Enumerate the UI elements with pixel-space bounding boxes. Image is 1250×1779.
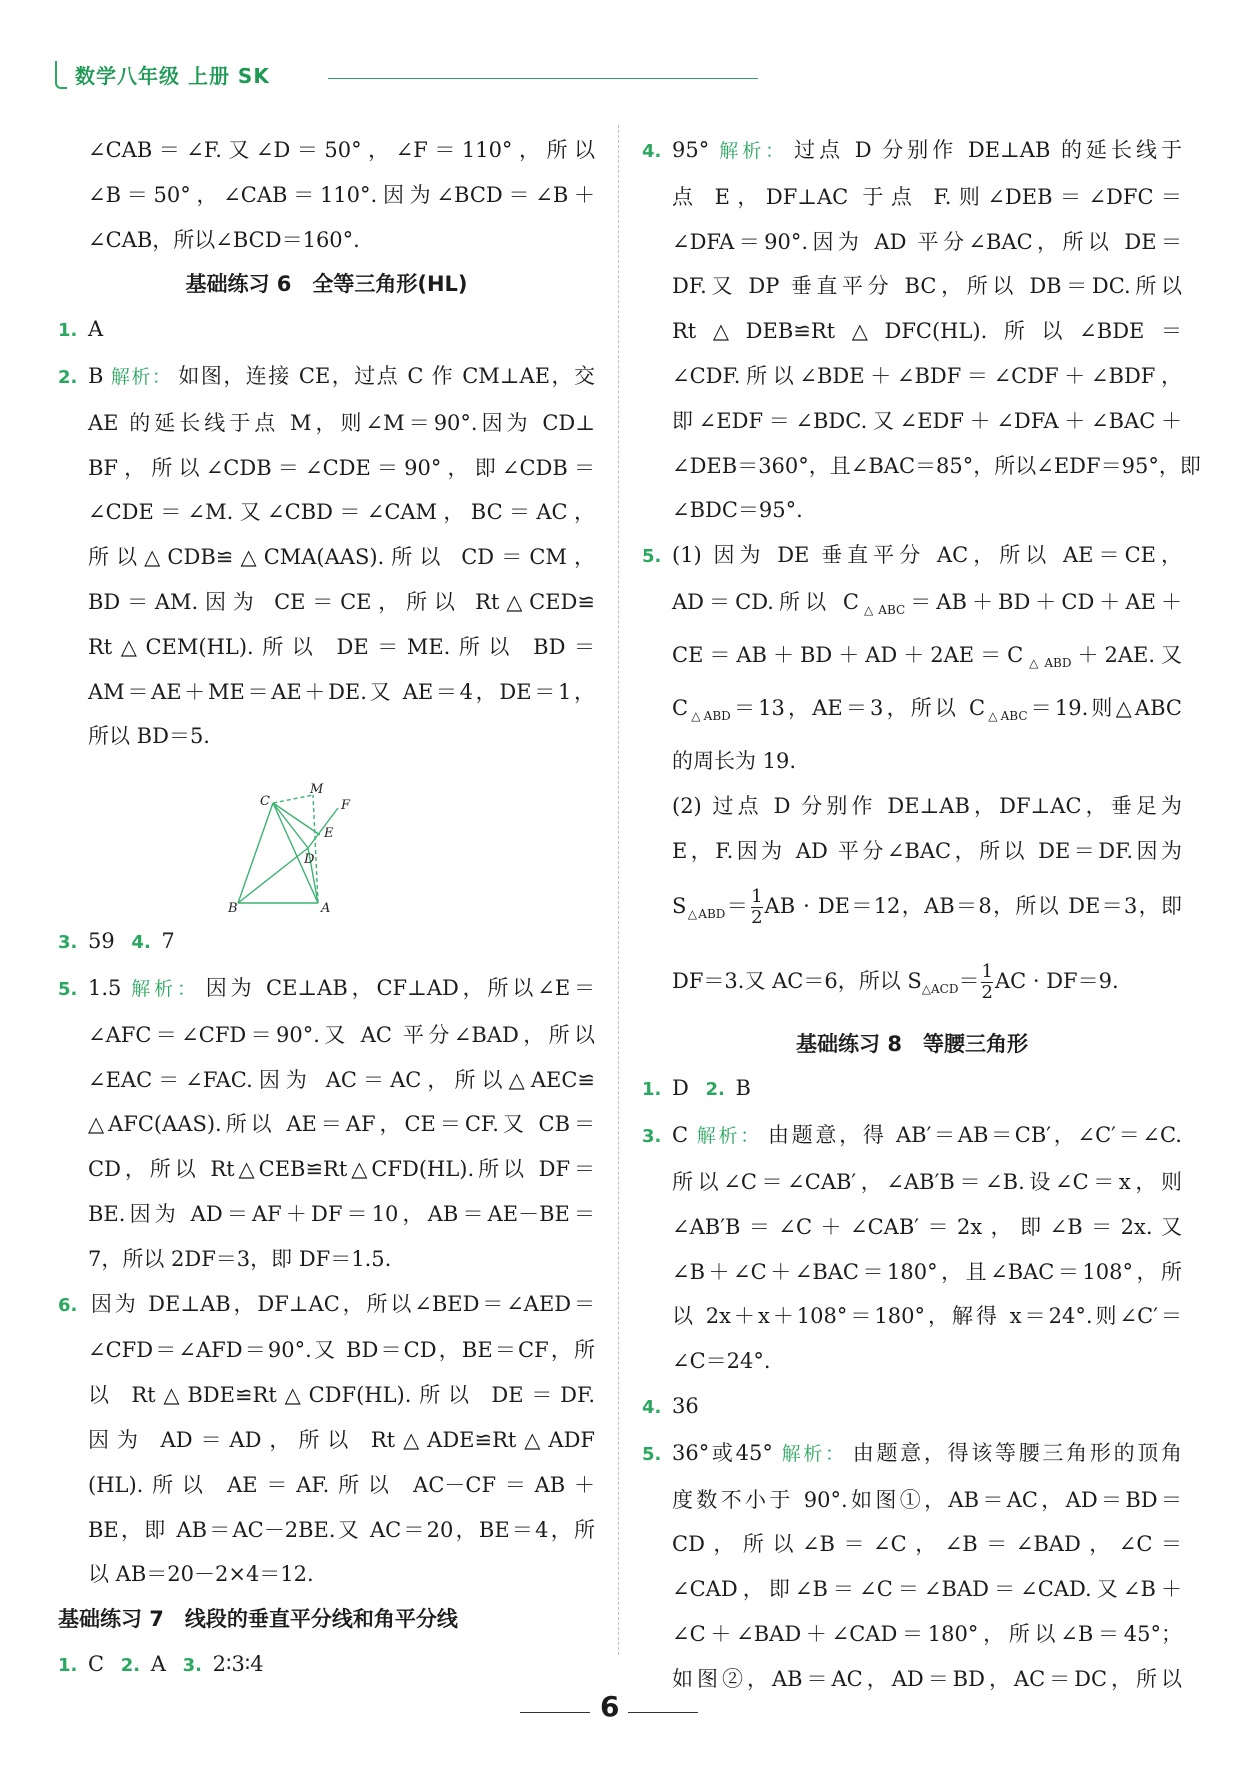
question-number: 2. [120, 1654, 141, 1676]
header-rule [328, 78, 758, 79]
label-e: E [324, 826, 334, 842]
header-bracket [55, 61, 67, 89]
text-segment: 如图，连接 CE，过点 C 作 CM⊥AE，交 [178, 363, 595, 388]
question-number: 3. [58, 932, 78, 954]
answer: 1.5 [88, 975, 122, 1000]
answer: 59 [88, 929, 115, 954]
question-3-right [642, 1113, 1182, 1160]
text-line: ∠EAC＝∠FAC.因为 AC＝AC，所以△AEC≌ [88, 1067, 595, 1092]
label-a: A [321, 901, 331, 914]
text-line [642, 686, 1182, 739]
question-number: 1. [642, 1079, 662, 1101]
text-line: 以 AB＝20－2×4＝12. [88, 1562, 314, 1587]
analysis-label: 解析： [778, 1442, 847, 1465]
question-number: 5. [58, 978, 78, 1000]
text-line [642, 580, 1182, 633]
text-line: 7，所以 2DF＝3，即 DF＝1.5. [88, 1246, 392, 1271]
text-line: ∠CAB，所以∠BCD＝160°. [88, 227, 360, 252]
text-segment: 因为 CE⊥AB，CF⊥AD，所以∠E＝ [205, 975, 595, 1000]
answer: 95° [672, 138, 710, 162]
answer: D [672, 1076, 689, 1101]
text-segment: ＝19.则△ABC [1027, 695, 1182, 720]
text-line: 所以 BD＝5. [88, 724, 210, 749]
text-segment: CE＝AB＋BD＋AD＋2AE＝C [672, 642, 1024, 667]
subscript: △ABD [688, 709, 731, 724]
question-number: 4. [642, 141, 662, 162]
section-title-6: 基础练习 6 全等三角形(HL) [185, 272, 468, 297]
text-segment: 由题意，得 AB′＝AB＝CB′，∠C′＝∠C. [767, 1123, 1182, 1148]
text-segment: ＝13，AE＝3，所以 C [730, 695, 986, 720]
text-line: △AFC(AAS).所以 AE＝AF，CE＝CF.又 CB＝ [88, 1112, 595, 1137]
label-d: D [304, 852, 315, 868]
text-line: 因为 AD＝AD，所以 Rt△ADE≌Rt△ADF [88, 1427, 595, 1452]
text-line: CD，所以∠B＝∠C，∠B＝∠BAD，∠C＝ [672, 1532, 1182, 1557]
text-line: Rt△CEM(HL).所以 DE＝ME.所以 BD＝ [88, 634, 595, 659]
text-line: AM＝AE＋ME＝AE＋DE.又 AE＝4，DE＝1， [88, 679, 595, 704]
text-line: BD＝AM.因为 CE＝CE，所以 Rt△CED≌ [88, 589, 595, 614]
text-line: ∠B＋∠C＋∠BAC＝180°，且∠BAC＝108°，所 [672, 1259, 1182, 1284]
answer: 36 [672, 1394, 699, 1419]
question-6 [58, 1282, 595, 1329]
answer: C [672, 1123, 689, 1148]
text-line: BF，所以∠CDB＝∠CDE＝90°，即∠CDB＝ [88, 455, 595, 480]
text-line: ∠CDE＝∠M.又∠CBD＝∠CAM，BC＝AC， [88, 500, 595, 525]
text-line: ∠C＋∠BAD＋∠CAD＝180°，所以∠B＝45°； [672, 1622, 1182, 1647]
header-title: 数学八年级 上册 SK [75, 64, 270, 88]
text-line: ∠C＝24°. [672, 1349, 771, 1374]
question-number: 1. [58, 320, 78, 342]
question-number: 4. [131, 932, 151, 954]
text-line: E，F.因为 AD 平分∠BAC，所以 DE＝DF.因为 [672, 838, 1182, 863]
text-segment: ＋2AE.又 [1071, 642, 1182, 667]
text-line [642, 633, 1182, 686]
right-column [642, 128, 1201, 1702]
text-segment: 由题意，得该等腰三角形的顶角 [852, 1440, 1182, 1465]
subscript: △ABD [686, 907, 726, 922]
text-segment: DF＝3.又 AC＝6，所以 S [672, 968, 922, 993]
label-b: B [228, 901, 238, 914]
text-line: ∠CFD＝∠AFD＝90°.又 BD＝CD，BE＝CF，所 [88, 1338, 595, 1363]
answer: 36°或45° [672, 1440, 773, 1465]
answer: A [88, 317, 104, 342]
section-title-8: 基础练习 8 等腰三角形 [796, 1031, 1028, 1056]
label-m: M [310, 782, 324, 798]
text-line: ∠B＝50°，∠CAB＝110°.因为∠BCD＝∠B＋ [88, 182, 595, 207]
fraction-numerator: 1 [751, 886, 763, 908]
text-line: BE，即 AB＝AC－2BE.又 AC＝20，BE＝4，所 [88, 1517, 595, 1542]
text-line: CD，所以 Rt△CEB≌Rt△CFD(HL).所以 DF＝ [88, 1157, 595, 1182]
text-line: Rt△DEB≌Rt△DFC(HL).所以∠BDE＝ [672, 319, 1182, 344]
text-line [642, 873, 1182, 947]
text-line: BE.因为 AD＝AF＋DF＝10，AB＝AE－BE＝ [88, 1201, 595, 1226]
question-2 [58, 354, 595, 401]
question-5 [58, 966, 595, 1013]
question-4-right [642, 1384, 1182, 1431]
column-divider [618, 125, 619, 1655]
left-column [58, 128, 595, 1689]
text-segment: 过点 D 分别作 DE⊥AB 的延长线于 [794, 138, 1182, 162]
question-number: 2. [705, 1079, 725, 1101]
text-line: 点 E，DF⊥AC 于点 F.则∠DEB＝∠DFC＝ [672, 184, 1182, 209]
text-line: 以 2x＋x＋108°＝180°，解得 x＝24°.则∠C′＝ [672, 1304, 1182, 1329]
label-c: C [260, 794, 270, 810]
fraction-denominator: 2 [751, 907, 763, 929]
answer: C [88, 1651, 105, 1676]
question-number: 5. [642, 546, 662, 568]
text-line: 所以△CDB≌△CMA(AAS).所以 CD＝CM， [88, 545, 595, 570]
text-line: 度数不小于 90°.如图①，AB＝AC，AD＝BD＝ [672, 1487, 1182, 1512]
text-line: 即∠EDF＝∠BDC.又∠EDF＋∠DFA＋∠BAC＋ [672, 408, 1182, 433]
answer: B [735, 1076, 751, 1101]
fraction-denominator: 2 [981, 981, 993, 1003]
question-5-right [642, 533, 1182, 580]
label-f: F [341, 798, 351, 814]
text-segment: ＝ [958, 968, 980, 993]
question-1 [58, 307, 595, 354]
question-1-2-right [642, 1066, 1182, 1113]
text-line: ∠AFC＝∠CFD＝90°.又 AC 平分∠BAD，所以 [88, 1022, 595, 1047]
text-line: ∠CAD，即∠B＝∠C＝∠BAD＝∠CAD.又∠B＋ [672, 1577, 1182, 1602]
text-line: ∠CDF.所以∠BDE＋∠BDF＝∠CDF＋∠BDF， [672, 363, 1182, 388]
text-line: (2) 过点 D 分别作 DE⊥AB，DF⊥AC，垂足为 [672, 793, 1182, 818]
section-title-7: 基础练习 7 线段的垂直平分线和角平分线 [58, 1607, 458, 1632]
text-segment: ＝ [725, 894, 750, 919]
question-number: 3. [182, 1654, 202, 1676]
text-line: DF.又 DP 垂直平分 BC，所以 DB＝DC.所以 [672, 274, 1182, 299]
fraction [981, 962, 992, 1003]
question-4 [642, 128, 1182, 175]
analysis-label: 解析： [127, 977, 200, 1000]
text-segment: 因为 DE⊥AB，DF⊥AC，所以∠BED＝∠AED＝ [88, 1291, 595, 1316]
question-number: 4. [642, 1397, 662, 1419]
question-number: 1. [58, 1654, 78, 1676]
text-line: AE 的延长线于点 M，则∠M＝90°.因为 CD⊥ [88, 410, 595, 435]
question-number: 6. [58, 1294, 78, 1316]
text-line: 以 Rt△BDE≌Rt△CDF(HL).所以 DE＝DF. [88, 1383, 595, 1408]
question-number: 3. [642, 1126, 662, 1148]
text-line: ∠BDC＝95°. [672, 498, 803, 523]
subscript: △ABD [1023, 656, 1072, 671]
text-line [642, 948, 1182, 1022]
answer: A [150, 1651, 166, 1676]
text-line: 所以∠C＝∠CAB′，∠AB′B＝∠B.设∠C＝x，则 [672, 1170, 1182, 1195]
subscript: △ABC [985, 709, 1028, 724]
question-3-4 [58, 919, 595, 966]
answer: 2∶3∶4 [212, 1651, 264, 1676]
text-segment: S [672, 894, 687, 919]
page-number-rule-left [520, 1712, 590, 1713]
page-number-rule-right [628, 1712, 698, 1713]
answer: 7 [161, 929, 175, 954]
text-line: ∠AB′B＝∠C＋∠CAB′＝2x，即∠B＝2x.又 [672, 1214, 1182, 1239]
text-line: 如图②，AB＝AC，AD＝BD，AC＝DC，所以 [672, 1666, 1182, 1691]
fraction-numerator: 1 [981, 960, 993, 982]
text-line: ∠DFA＝90°.因为 AD 平分∠BAC，所以 DE＝ [672, 229, 1182, 254]
question-5b-right [642, 1431, 1182, 1478]
text-line: (HL).所以 AE＝AF.所以 AC－CF＝AB＋ [88, 1472, 595, 1497]
subscript: △ABC [858, 603, 906, 618]
text-segment: ＝AB＋BD＋CD＋AE＋ [905, 589, 1182, 614]
fraction [751, 887, 762, 928]
page-number: 6 [600, 1690, 620, 1723]
question-7-answers [58, 1642, 595, 1689]
page-header [55, 60, 270, 89]
text-segment: (1) 因为 DE 垂直平分 AC，所以 AE＝CE， [672, 543, 1182, 568]
text-segment: AC · DF＝9. [994, 968, 1119, 993]
text-segment: AD＝CD.所以 C [672, 589, 859, 614]
text-segment: C [672, 695, 689, 720]
text-line: 的周长为 19. [672, 748, 797, 773]
text-segment: AB · DE＝12，AB＝8，所以 DE＝3，即 [764, 894, 1182, 919]
text-line: ∠DEB＝360°，且∠BAC＝85°，所以∠EDF＝95°，即 [672, 453, 1201, 478]
analysis-label: 解析： [715, 140, 789, 162]
subscript: △ACD [921, 981, 959, 996]
text-line: ∠CAB＝∠F.又∠D＝50°，∠F＝110°，所以 [88, 138, 595, 162]
answer: B [88, 363, 104, 388]
geometry-figure [228, 763, 378, 913]
analysis-label: 解析： [694, 1125, 762, 1148]
question-number: 5. [642, 1443, 662, 1465]
question-number: 2. [58, 366, 78, 388]
analysis-label: 解析： [109, 365, 173, 388]
